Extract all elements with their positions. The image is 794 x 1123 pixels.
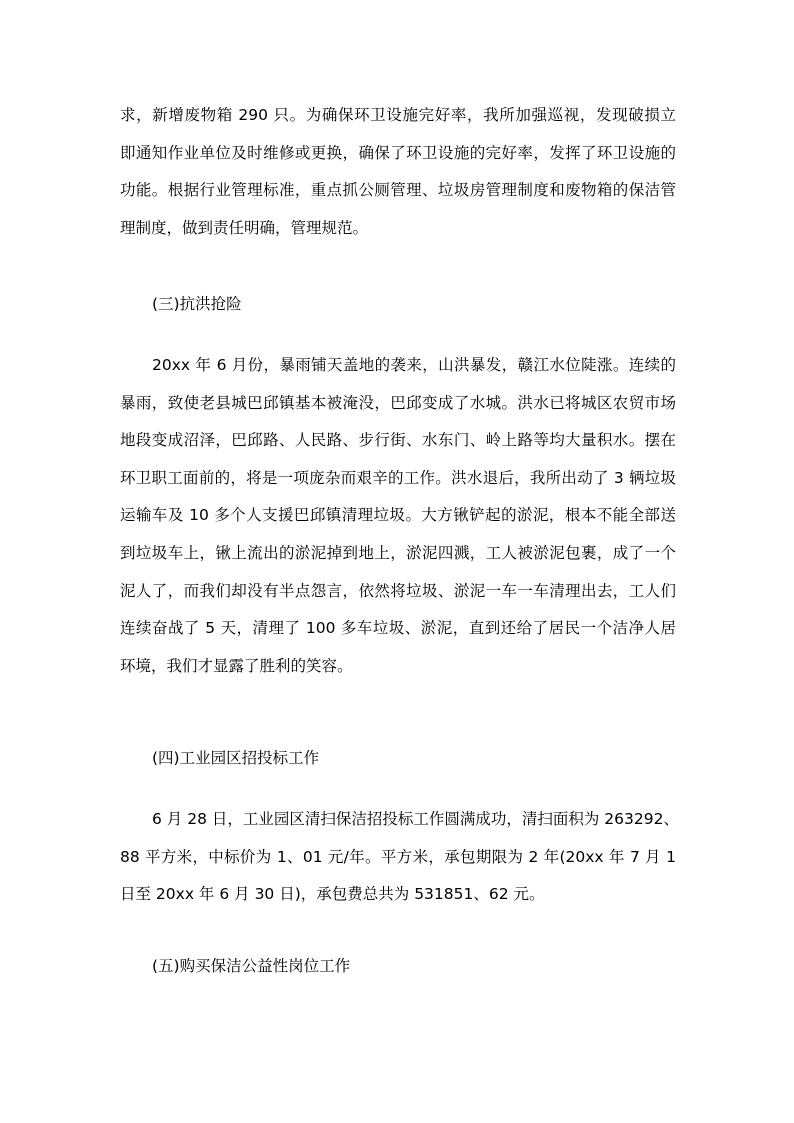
text-line: 即通知作业单位及时维修或更换，确保了环卫设施的完好率，发挥了环卫设施的 [120,143,676,162]
text-line: 理制度，做到责任明确，管理规范。 [120,218,369,237]
text-line: 日至 20xx 年 6 月 30 日)，承包费总共为 531851、62 元。 [120,885,545,904]
text-line: 到垃圾车上，锹上流出的淤泥掉到地上，淤泥四溅，工人被淤泥包裹，成了一个 [120,543,676,562]
text-line: 连续奋战了 5 天，清理了 100 多车垃圾、淤泥，直到还给了居民一个洁净人居 [120,619,676,638]
text-line: 运输车及 10 多个人支援巴邱镇清理垃圾。大方锹铲起的淤泥，根本不能全部送 [120,506,676,525]
text-line: 求，新增废物箱 290 只。为确保环卫设施完好率，我所加强巡视，发现破损立 [120,106,676,124]
text-line: 环境，我们才显露了胜利的笑容。 [120,656,353,675]
paragraph-facilities [120,97,676,247]
paragraph-flood [120,347,676,685]
text-line: 环卫职工面前的，将是一项庞杂而艰辛的工作。洪水退后，我所出动了 3 辆垃圾 [120,468,676,487]
paragraph-bidding [120,801,679,914]
section-heading-flood: (三)抗洪抢险 [152,295,242,313]
text-line: 6 月 28 日，工业园区清扫保洁招投标工作圆满成功，清扫面积为 263292、 [152,810,679,828]
text-line: 暴雨，致使老县城巴邱镇基本被淹没，巴邱变成了水城。洪水已将城区农贸市场 [120,393,676,412]
section-heading-bidding: (四)工业园区招投标工作 [152,749,320,767]
text-line: 功能。根据行业管理标准，重点抓公厕管理、垃圾房管理制度和废物箱的保洁管 [120,181,676,200]
text-line: 地段变成沼泽，巴邱路、人民路、步行街、水东门、岭上路等均大量积水。摆在 [120,431,676,450]
text-line: 20xx 年 6 月份，暴雨铺天盖地的袭来，山洪暴发，赣江水位陡涨。连续的 [152,356,676,374]
section-heading-public-welfare: (五)购买保洁公益性岗位工作 [152,957,351,975]
text-line: 泥人了，而我们却没有半点怨言，依然将垃圾、淤泥一车一车清理出去，工人们 [120,581,676,600]
text-line: 88 平方米，中标价为 1、01 元/年。平方米，承包期限为 2 年(20xx 年 7 月 1 [120,847,676,866]
